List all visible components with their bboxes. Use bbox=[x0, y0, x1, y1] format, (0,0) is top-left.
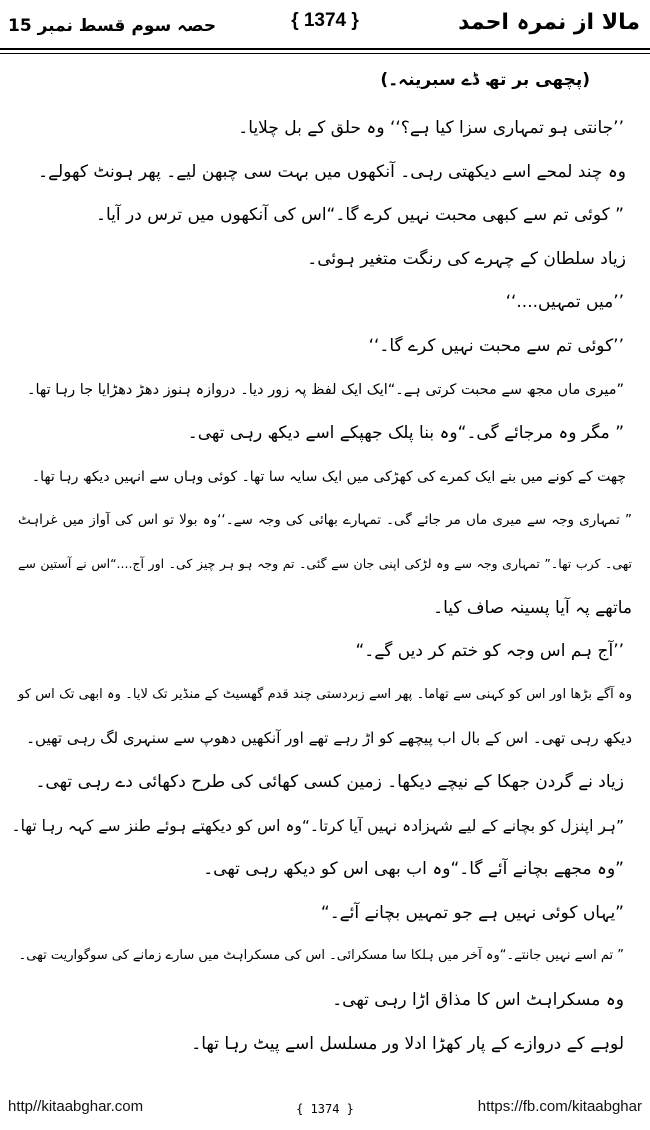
page-footer bbox=[0, 1090, 650, 1130]
text-line: ماتھے پہ آیا پسینہ صاف کیا۔ bbox=[433, 598, 632, 618]
header-rule-thin bbox=[0, 53, 650, 54]
footer-page-number: { 1374 } bbox=[296, 1102, 354, 1116]
text-line: ” تم اسے نہیں جانتے۔“وہ آخر میں ہلکا سا مسکرائی۔ اس کی مسکراہٹ میں سارے زمانے کی سوگواریت تھی۔ bbox=[18, 948, 624, 963]
text-line: دیکھ رہی تھی۔ اس کے بال اب پیچھے کو اڑ رہے تھے اور آنکھیں دھوپ سے سنہری لگ رہی تھیں۔ bbox=[26, 729, 632, 747]
text-line: وہ آگے بڑھا اور اس کو کہنی سے تھاما۔ پھر اسے زبردستی چند قدم گھسیٹ کے منڈیر تک لایا۔ وہ ابھی تک اس کو bbox=[18, 687, 632, 702]
text-line: وہ مسکراہٹ اس کا مذاق اڑا رہی تھی۔ bbox=[332, 990, 624, 1010]
text-line: لوہے کے دروازے کے پار کھڑا ادلا ور مسلسل اسے پیٹ رہا تھا۔ bbox=[191, 1034, 624, 1054]
text-line: ’’میں تمہیں....‘‘ bbox=[505, 292, 624, 312]
text-line: ’’آج ہم اس وجہ کو ختم کر دیں گے۔“ bbox=[355, 641, 624, 661]
text-line: زیاد سلطان کے چہرے کی رنگت متغیر ہوئی۔ bbox=[307, 249, 626, 269]
page-header bbox=[0, 0, 650, 46]
episode-label: حصہ سوم قسط نمبر 15 bbox=[8, 16, 217, 36]
text-line: ’’جانتی ہو تمہاری سزا کیا ہے؟‘‘ وہ حلق کے بل چلایا۔ bbox=[238, 118, 624, 138]
facebook-link[interactable]: https://fb.com/kitaabghar bbox=[477, 1098, 642, 1115]
text-line: ’’کوئی تم سے محبت نہیں کرے گا۔‘‘ bbox=[368, 336, 624, 356]
text-line: ”میری ماں مجھ سے محبت کرتی ہے۔“ایک ایک لفظ پہ زور دیا۔ دروازہ ہنوز دھڑ دھڑایا جا رہا تھا۔ bbox=[26, 382, 624, 398]
text-line: وہ چند لمحے اسے دیکھتی رہی۔ آنکھوں میں بہت سی چبھن لیے۔ پھر ہونٹ کھولے۔ bbox=[38, 162, 626, 182]
text-line: ” کوئی تم سے کبھی محبت نہیں کرے گا۔“اس کی آنکھوں میں ترس در آیا۔ bbox=[96, 205, 624, 225]
page-number: { 1374 } bbox=[291, 10, 359, 31]
text-line: ” مگر وہ مرجائے گی۔“وہ بنا پلک جھپکے اسے دیکھ رہی تھی۔ bbox=[187, 423, 624, 443]
text-line: چھت کے کونے میں بنے ایک کمرے کی کھڑکی میں ایک سایہ سا تھا۔ کوئی وہاں سے انہیں دیکھ رہا تھا۔ bbox=[31, 469, 626, 485]
header-rule bbox=[0, 48, 650, 50]
text-line: زیاد نے گردن جھکا کے نیچے دیکھا۔ زمین کسی کھائی کی طرح دکھائی دے رہی تھی۔ bbox=[35, 772, 624, 792]
website-link[interactable]: http//kitaabghar.com bbox=[8, 1098, 144, 1115]
text-line: ”یہاں کوئی نہیں ہے جو تمہیں بچانے آئے۔“ bbox=[320, 903, 624, 923]
text-line: تھی۔ کرب تھا۔” تمہاری وجہ سے وہ لڑکی اپنی جان سے گئی۔ تم وجہ ہو ہر چیز کی۔ اور آج....“اس نے آستین سے bbox=[18, 556, 632, 571]
book-title: مالا از نمرہ احمد bbox=[458, 10, 640, 35]
section-heading: (پچھی بر تھ ڈے سبرینہ۔) bbox=[380, 70, 590, 90]
text-line: ”ہر اپنزل کو بچانے کے لیے شہزادہ نہیں آیا کرتا۔“وہ اس کو دیکھتے ہوئے طنز سے کہہ رہا تھا۔ bbox=[11, 817, 624, 835]
text-line: ”وہ مجھے بچانے آئے گا۔“وہ اب بھی اس کو دیکھ رہی تھی۔ bbox=[203, 859, 624, 879]
text-line: ” تمہاری وجہ سے میری ماں مر جائے گی۔ تمہارے بھائی کی وجہ سے۔‘‘وہ بولا تو اس کی آواز میں غراہٹ bbox=[18, 512, 632, 528]
